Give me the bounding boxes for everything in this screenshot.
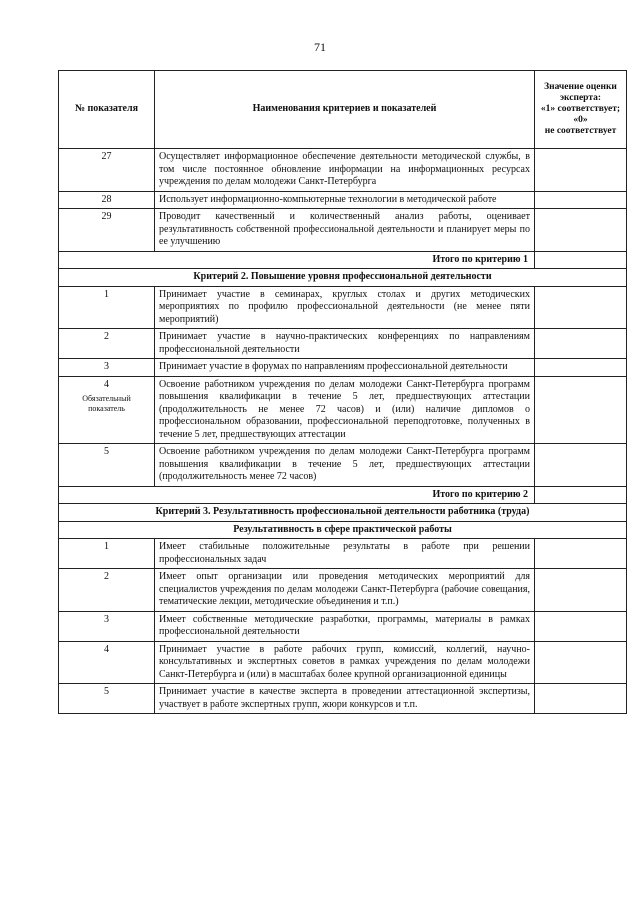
header-value: Значение оценки эксперта: «1» соответствует; «0» не соответствует xyxy=(535,71,627,149)
row-num: 27 xyxy=(59,149,155,192)
total-row xyxy=(59,486,627,504)
criterion-title: Критерий 3. Результативность профессиональной деятельности работника (труда) xyxy=(59,504,627,522)
value-cell[interactable] xyxy=(535,359,627,377)
total-value-cell[interactable] xyxy=(535,486,627,504)
row-num: 1 xyxy=(59,286,155,329)
row-text: Освоение работником учреждения по делам молодежи Санкт-Петербурга программ повышения квалификации в течение 5 лет, предшествующих аттестации (продолжительность менее 72 часов) xyxy=(155,444,535,487)
total-value-cell[interactable] xyxy=(535,251,627,269)
table-row xyxy=(59,376,627,444)
row-num: 5 xyxy=(59,444,155,487)
row-text: Имеет собственные методические разработки, программы, материалы в рамках профессиональной деятельности xyxy=(155,611,535,641)
criterion-title: Критерий 2. Повышение уровня профессиональной деятельности xyxy=(59,269,627,287)
value-cell[interactable] xyxy=(535,569,627,612)
value-cell[interactable] xyxy=(535,191,627,209)
total-label: Итого по критерию 1 xyxy=(59,251,535,269)
row-num: 3 xyxy=(59,359,155,377)
row-text: Принимает участие в качестве эксперта в проведении аттестационной экспертизы, участвует в работе экспертных групп, жюри конкурсов и т.п. xyxy=(155,684,535,714)
row-text: Осуществляет информационное обеспечение деятельности методической службы, в том числе постоянное обновление информации на информационных ресурсах учреждения по делам молодежи Санкт-Петербурга xyxy=(155,149,535,192)
row-text: Имеет опыт организации или проведения методических мероприятий для специалистов учреждения по делам молодежи Санкт-Петербурга (рабочие совещания, тематические лекции, методические объединения и т.п.) xyxy=(155,569,535,612)
row-text: Использует информационно-компьютерные технологии в методической работе xyxy=(155,191,535,209)
row-text: Освоение работником учреждения по делам молодежи Санкт-Петербурга программ повышения квалификации в течение 5 лет, предшествующих аттестации (продолжительность не менее 72 часов) и (или) наличие дипломов о профессиональном образовании, профессиональной переподготовке, полученных в течение 5 лет, предшествующих аттестации xyxy=(155,376,535,444)
row-text: Принимает участие в работе рабочих групп, комиссий, коллегий, научно-консультативных и экспертных советов в рамках учреждения по делам молодежи Санкт-Петербурга и (или) в масштабах более крупной организационной единицы xyxy=(155,641,535,684)
value-cell[interactable] xyxy=(535,286,627,329)
row-text: Принимает участие в научно-практических конференциях по направлениям профессиональной деятельности xyxy=(155,329,535,359)
value-cell[interactable] xyxy=(535,539,627,569)
row-text: Проводит качественный и количественный анализ работы, оценивает результативность собственной профессиональной деятельности и планирует меры по ее улучшению xyxy=(155,209,535,252)
table-row xyxy=(59,611,627,641)
subsection-title: Результативность в сфере практической работы xyxy=(59,521,627,539)
row-num: 1 xyxy=(59,539,155,569)
table-row xyxy=(59,286,627,329)
row-text: Принимает участие в семинарах, круглых столах и других методических мероприятиях по профилю профессиональной деятельности (не менее пяти мероприятий) xyxy=(155,286,535,329)
value-cell[interactable] xyxy=(535,684,627,714)
row-text: Принимает участие в форумах по направлениям профессиональной деятельности xyxy=(155,359,535,377)
value-cell[interactable] xyxy=(535,209,627,252)
table-header-row xyxy=(59,71,627,149)
criterion-row xyxy=(59,504,627,522)
criterion-row xyxy=(59,269,627,287)
row-num: 29 xyxy=(59,209,155,252)
table-row xyxy=(59,149,627,192)
row-num: 3 xyxy=(59,611,155,641)
total-row xyxy=(59,251,627,269)
row-num: 4 Обязательный показатель xyxy=(59,376,155,444)
row-num: 4 xyxy=(59,641,155,684)
mandatory-note: Обязательный показатель xyxy=(82,394,131,413)
row-num: 5 xyxy=(59,684,155,714)
table-row xyxy=(59,359,627,377)
value-cell[interactable] xyxy=(535,376,627,444)
header-num: № показателя xyxy=(59,71,155,149)
table-row xyxy=(59,209,627,252)
subsection-row xyxy=(59,521,627,539)
value-cell[interactable] xyxy=(535,444,627,487)
table-row xyxy=(59,539,627,569)
row-text: Имеет стабильные положительные результаты в работе при решении профессиональных задач xyxy=(155,539,535,569)
total-label: Итого по критерию 2 xyxy=(59,486,535,504)
value-cell[interactable] xyxy=(535,611,627,641)
row-num: 2 xyxy=(59,329,155,359)
value-cell[interactable] xyxy=(535,641,627,684)
table-row xyxy=(59,329,627,359)
table-row xyxy=(59,569,627,612)
row-num: 28 xyxy=(59,191,155,209)
page-number: 71 xyxy=(314,40,326,54)
criteria-table xyxy=(58,70,627,714)
value-cell[interactable] xyxy=(535,149,627,192)
row-num: 2 xyxy=(59,569,155,612)
header-name: Наименования критериев и показателей xyxy=(155,71,535,149)
table-row xyxy=(59,684,627,714)
table-row xyxy=(59,191,627,209)
table-row xyxy=(59,444,627,487)
value-cell[interactable] xyxy=(535,329,627,359)
table-row xyxy=(59,641,627,684)
